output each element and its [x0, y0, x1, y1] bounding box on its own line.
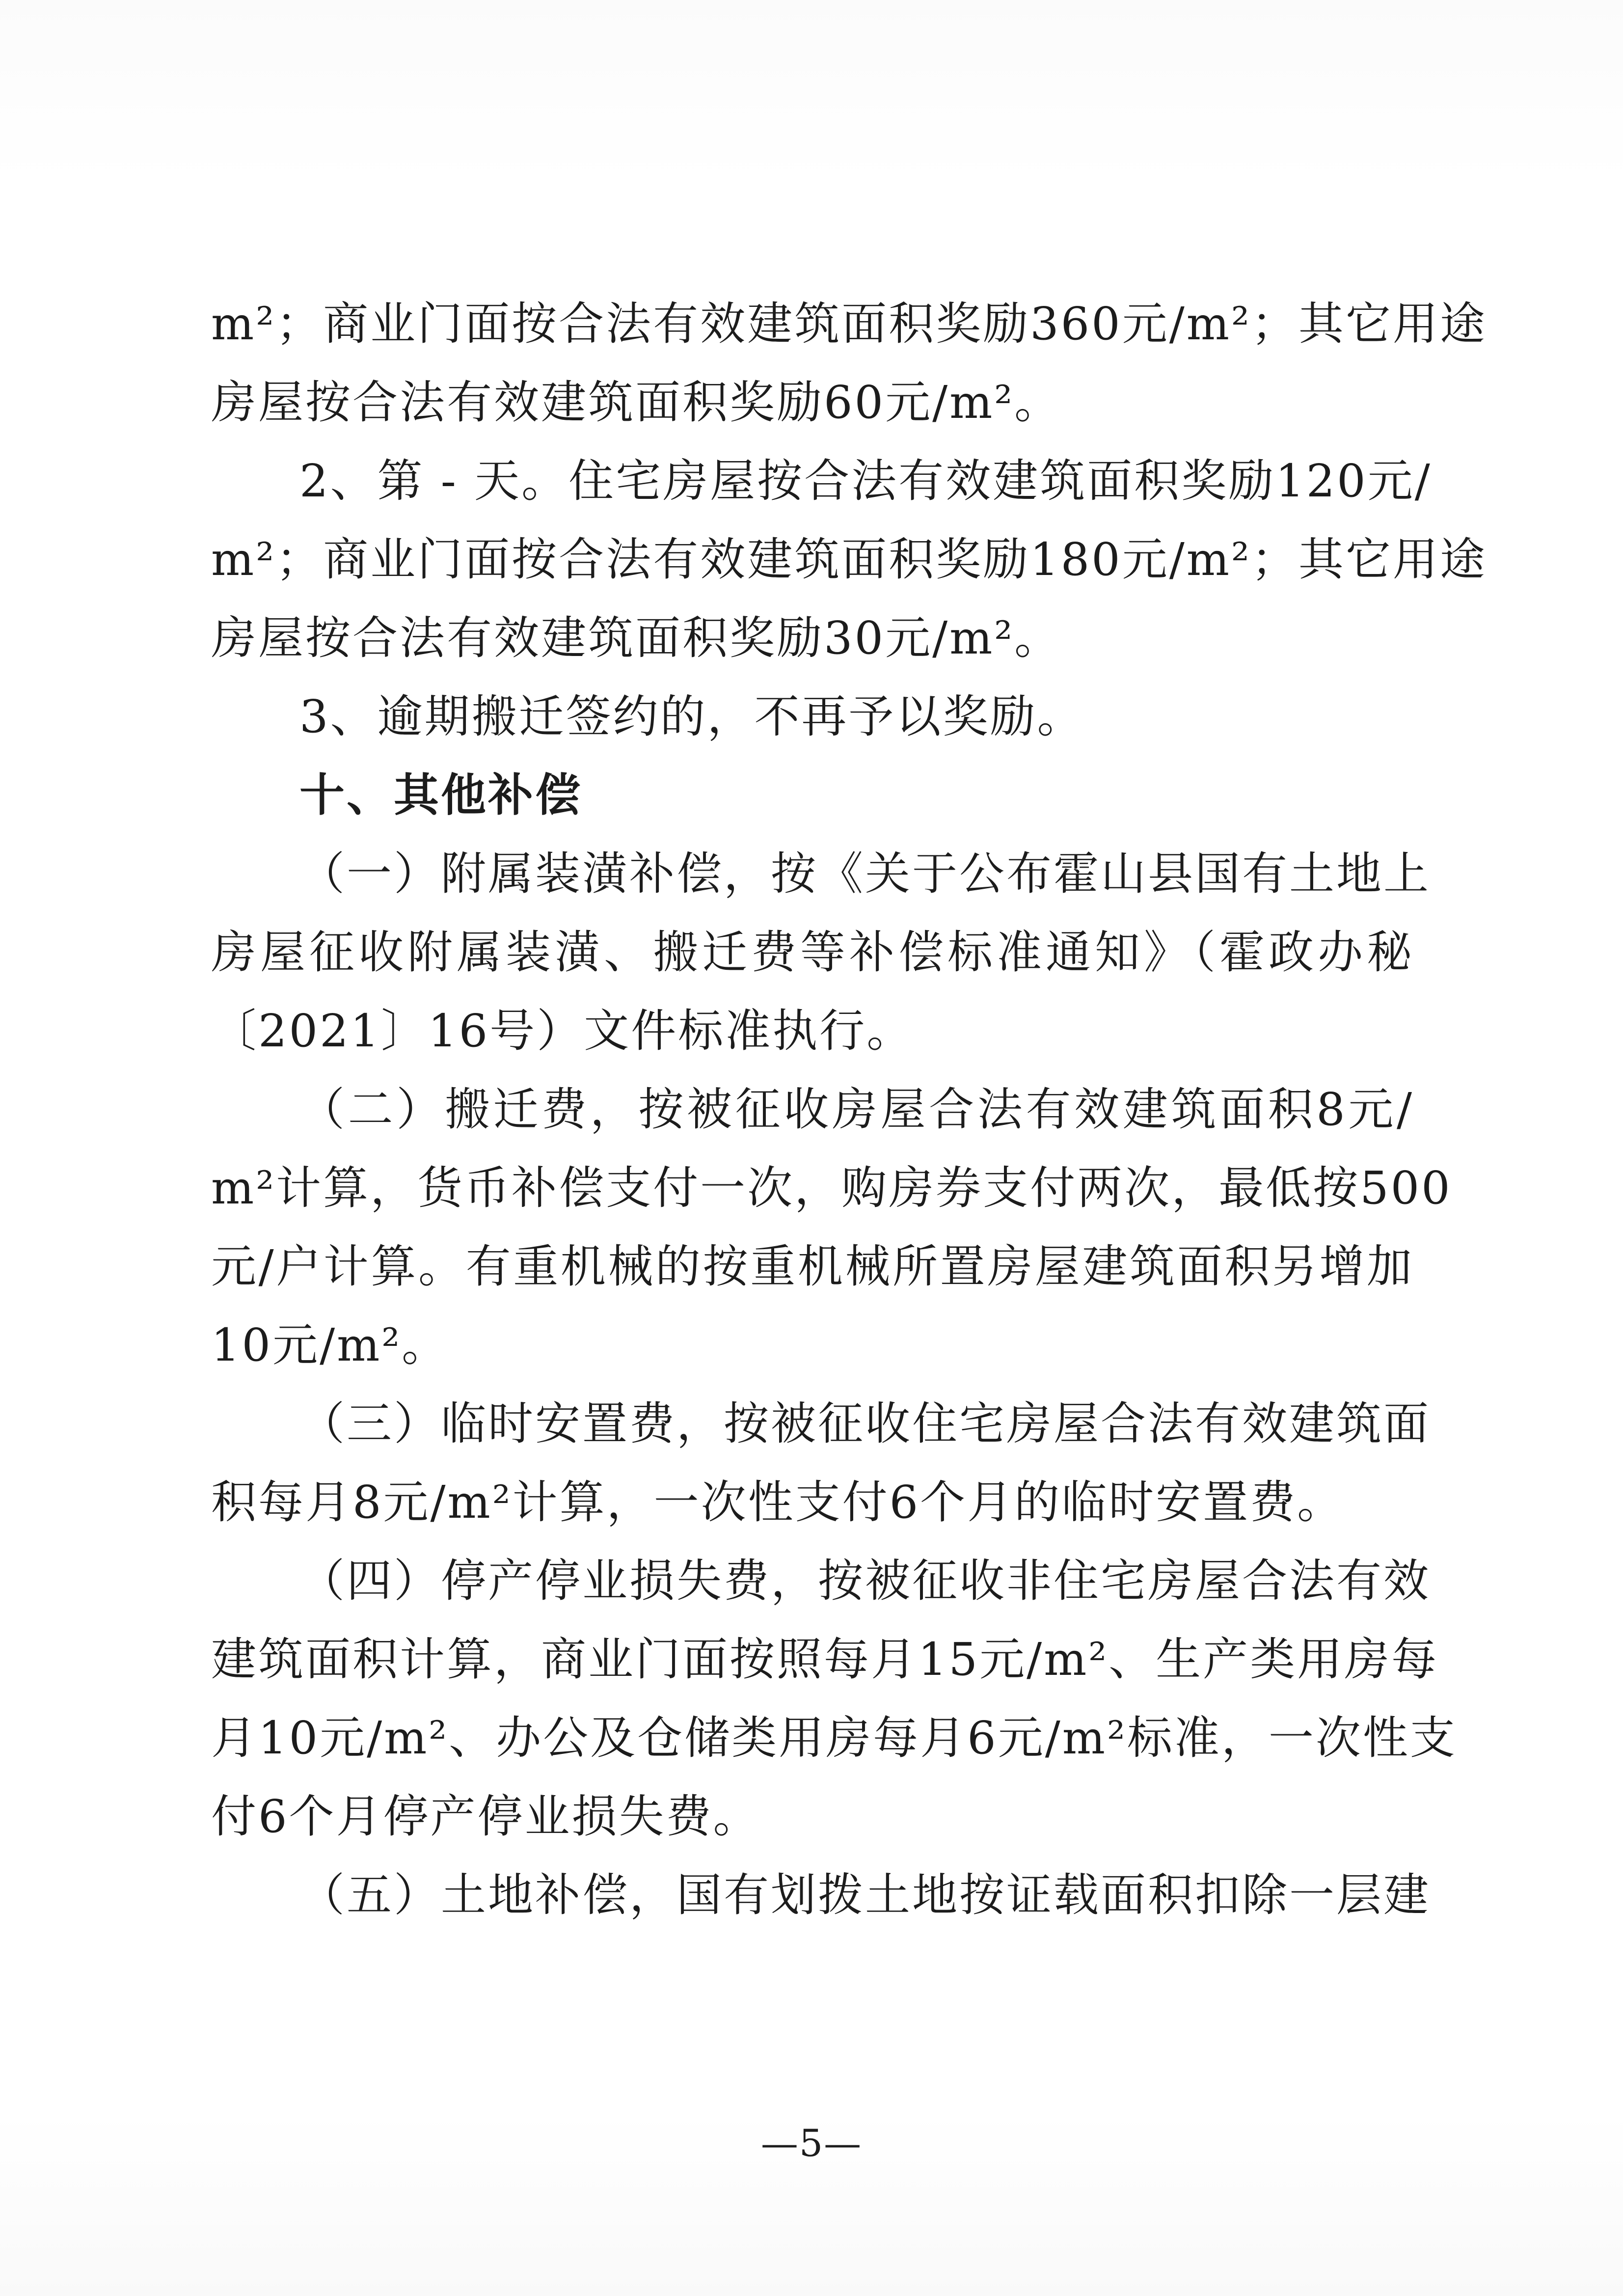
text-line: 房屋按合法有效建筑面积奖励30元/m²。: [211, 612, 1062, 664]
text-line: 〔2021〕16号）文件标准执行。: [211, 1005, 914, 1057]
text-line: m²；商业门面按合法有效建筑面积奖励360元/m²；其它用途: [211, 298, 1487, 350]
text-line: 房屋按合法有效建筑面积奖励60元/m²。: [211, 376, 1062, 429]
paragraph-start-line: 3、逾期搬迁签约的，不再予以奖励。: [299, 690, 1084, 743]
text-line: 付6个月停产停业损失费。: [211, 1790, 760, 1843]
paragraph-start-line: 2、第 - 天。住宅房屋按合法有效建筑面积奖励120元/: [299, 455, 1432, 507]
paragraph-start-line: （五）土地补偿，国有划拨土地按证载面积扣除一层建: [299, 1869, 1431, 1921]
text-line: 10元/m²。: [211, 1319, 449, 1371]
document-body: [211, 285, 1487, 1935]
text-line: 建筑面积计算，商业门面按照每月15元/m²、生产类用房每: [211, 1633, 1439, 1686]
paragraph-start-line: （一）附属装潢补偿，按《关于公布霍山县国有土地上: [299, 847, 1431, 900]
page-number: —5—: [760, 2121, 863, 2165]
text-line: m²计算，货币补偿支付一次，购房券支付两次，最低按500: [211, 1162, 1452, 1214]
text-line: 月10元/m²、办公及仓储类用房每月6元/m²标准，一次性支: [211, 1712, 1457, 1764]
text-line: 房屋征收附属装潢、搬迁费等补偿标准通知》（霍政办秘: [211, 926, 1414, 979]
paragraph-start-line: （三）临时安置费，按被征收住宅房屋合法有效建筑面: [299, 1397, 1431, 1450]
text-line: m²；商业门面按合法有效建筑面积奖励180元/m²；其它用途: [211, 533, 1487, 586]
text-line: 元/户计算。有重机械的按重机械所置房屋建筑面积另增加: [211, 1240, 1414, 1293]
paragraph-start-line: （二）搬迁费，按被征收房屋合法有效建筑面积8元/: [299, 1083, 1414, 1136]
paragraph-start-line: （四）停产停业损失费，按被征收非住宅房屋合法有效: [299, 1555, 1431, 1607]
text-line: 积每月8元/m²计算，一次性支付6个月的临时安置费。: [211, 1476, 1345, 1529]
section-heading: 十、其他补偿: [299, 769, 583, 821]
